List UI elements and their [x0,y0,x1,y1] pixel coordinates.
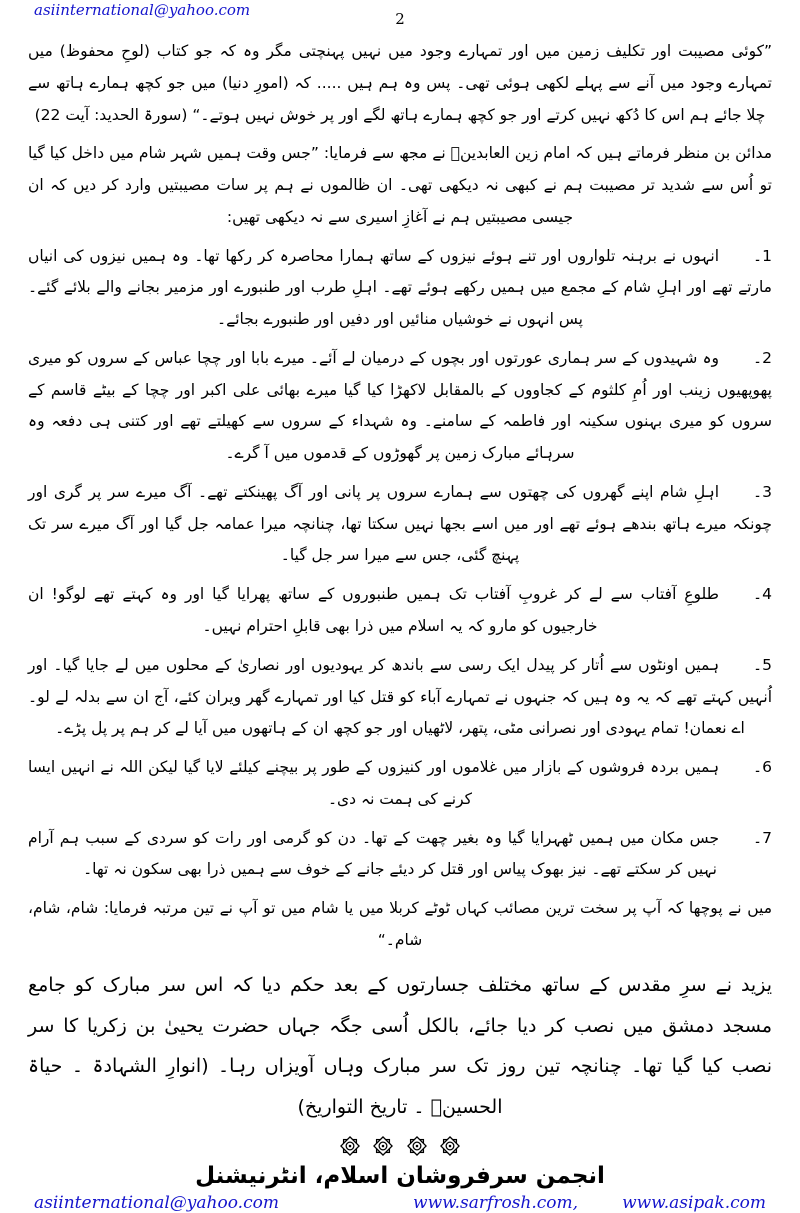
closing-paragraph: میں نے پوچھا کہ آپ پر سخت ترین مصائب کہاں ٹوٹے کربلا میں یا شام میں تو آپ نے تین مرتبہ فرمایا: شام، شام، شام۔“ [28,899,772,949]
rub-el-hizb-star-icon [339,1135,361,1157]
item-text: وہ شہیدوں کے سر ہماری عورتوں اور بچوں کے درمیان لے آئے۔ میرے بابا اور چچا عباس کے سروں کو میری پھوپھیوں زینب اور اُمِ کلثوم کے کجاووں کے بالمقابل لاکھڑا کیا گیا میرے بھائی علی اکبر اور چچا کے بیٹے قاسم کے سروں کو میری بہنوں سکینہ اور فاطمہ کے سامنے۔ وہ شہداء کے سروں سے کھیلتے تھے اور کتنی ہی دفعہ وہ سرہائے مبارک زمین پر گھوڑوں کے قدموں میں آ گرے۔ [28,348,772,463]
numbered-item-1 [28,241,772,336]
quran-quote-paragraph: ”کوئی مصیبت اور تکلیف زمین میں اور تمہارے وجود میں نہیں پہنچتی مگر وہ کہ جو کتاب (لوحِ محفوظ) میں تمہارے وجود میں آنے سے پہلے لکھی ہوئی تھی۔ پس وہ ہم ہیں ..... کہ (امورِ دنیا) میں جو کچھ ہمارے ہاتھ سے چلا جائے ہم اس کا دُکھ نہیں کرتے اور جو کچھ ہمارے ہاتھ لگے اور پر خوش نہیں ہوتے۔“ (سورۃ الحدید: آیت 22) [28,42,772,124]
header-email-link[interactable]: asiinternational@yahoo.com [34,1,251,19]
numbered-item-7 [28,823,772,887]
item-number: 2۔ [753,348,772,367]
item-text: ہمیں بردہ فروشوں کے بازار میں غلاموں اور کنیزوں کے طور پر بیچنے کیلئے لایا گیا لیکن اللہ نے انہیں ایسا کرنے کی ہمت نہ دی۔ [28,758,720,808]
item-number: 3۔ [753,482,772,501]
rub-el-hizb-star-icon [406,1135,428,1157]
item-number: 6۔ [753,758,772,777]
numbered-item-3 [28,477,772,572]
item-text: جس مکان میں ہمیں ٹھہرایا گیا وہ بغیر چھت کے تھا۔ دن کو گرمی اور رات کو سردی کے سبب ہم آرام نہیں کر سکتے تھے۔ نیز بھوک پیاس اور قتل کر دیئے جانے کے خوف سے ہمیں ذرا بھی سکون نہ تھا۔ [28,828,720,879]
item-text: طلوعِ آفتاب سے لے کر غروبِ آفتاب تک ہمیں طنبوروں کے ساتھ پھرایا گیا اور وہ کہتے تھے لوگو! ان خارجیوں کو مارو کہ یہ اسلام میں ذرا بھی قابلِ احترام نہیں۔ [28,585,720,636]
ornament-row [28,1135,772,1157]
yazid-paragraph: یزید نے سرِ مقدس کے ساتھ مختلف جسارتوں کے بعد حکم دیا کہ اس سر مبارک کو جامع مسجد دمشق میں نصب کر دیا جائے، بالکل اُسی جگہ جہاں حضرت یحییٰ بن زکریا کا سر نصب کیا گیا تھا۔ چنانچہ تین روز تک سر مبارک وہاں آویزاں رہا۔ (انوارِ الشہادۃ ۔ حیاۃ الحسینؑ ۔ تاریخ التواریخ) [28,973,772,1119]
item-number: 5۔ [753,655,772,674]
page-header [28,0,772,34]
numbered-item-6 [28,752,772,816]
footer-site-sarfrosh-link[interactable]: www.sarfrosh.com, [413,1193,579,1213]
narration-paragraph: مدائن بن منظر فرماتے ہیں کہ امام زین العابدینؑ نے مجھ سے فرمایا: ”جس وقت ہمیں شہر شام میں داخل کیا گیا تو اُس سے شدید تر مصیبت ہم نے کبھی نہ دیکھی تھی۔ ان ظالموں نے ہم پر سات مصیبتیں وارد کر دیں کہ ان جیسی مصیبتیں ہم نے آغازِ اسیری سے نہ دیکھی تھیں: [28,144,772,226]
organization-title: انجمن سرفروشان اسلام، انٹرنیشنل [195,1163,605,1190]
page-number: 2 [395,10,405,28]
footer-email-link[interactable]: asiinternational@yahoo.com [34,1193,279,1213]
footer-site-asipak-link[interactable]: www.asipak.com [622,1193,766,1213]
numbered-item-4 [28,579,772,643]
item-text: اہلِ شام اپنے گھروں کی چھتوں سے ہمارے سروں پر پانی اور آگ پھینکتے تھے۔ آگ میرے سر پر گری اور چونکہ میرے ہاتھ بندھے ہوئے تھے اور میں اسے بجھا نہیں سکتا تھا، چنانچہ میرا عمامہ جل گیا اور آگ میرے سر تک پہنچ گئی، جس سے میرا سر جل گیا۔ [28,482,772,565]
item-text: انہوں نے برہنہ تلواروں اور تنے ہوئے نیزوں کے ساتھ ہمارا محاصرہ کر رکھا تھا۔ وہ ہمیں نیزوں کی انیاں مارتے تھے اور اہلِ شام کے مجمع میں ہمیں رکھے ہوئے تھے۔ اہلِ طرب اور طنبورے اور مزمیر بجانے والے بلائے گئے۔ پس انہوں نے خوشیاں منائیں اور دفیں اور طنبورے بجائے۔ [28,246,772,329]
page-footer [28,1193,772,1213]
rub-el-hizb-star-icon [439,1135,461,1157]
numbered-item-5 [28,650,772,745]
item-number: 1۔ [753,246,772,265]
item-text: ہمیں اونٹوں سے اُتار کر پیدل ایک رسی سے باندھ کر یہودیوں اور نصاریٰ کے محلوں میں لے جایا گیا۔ اور اُنہیں کہتے تھے کہ یہ وہ ہیں کہ جنہوں نے تمہارے آباء کو قتل کیا اور تمہارے گھر ویران کئے، آج ان سے بدلہ لے لو۔ اے نعمان! تمام یہودی اور نصرانی مٹی، پتھر، لاٹھیاں اور جو کچھ ان کے ہاتھوں میں آیا لے کر ہم پر پل پڑے۔ [28,655,772,738]
item-number: 4۔ [753,585,772,604]
item-number: 7۔ [753,828,772,847]
numbered-item-2 [28,343,772,470]
rub-el-hizb-star-icon [372,1135,394,1157]
footer-sites [393,1193,766,1213]
